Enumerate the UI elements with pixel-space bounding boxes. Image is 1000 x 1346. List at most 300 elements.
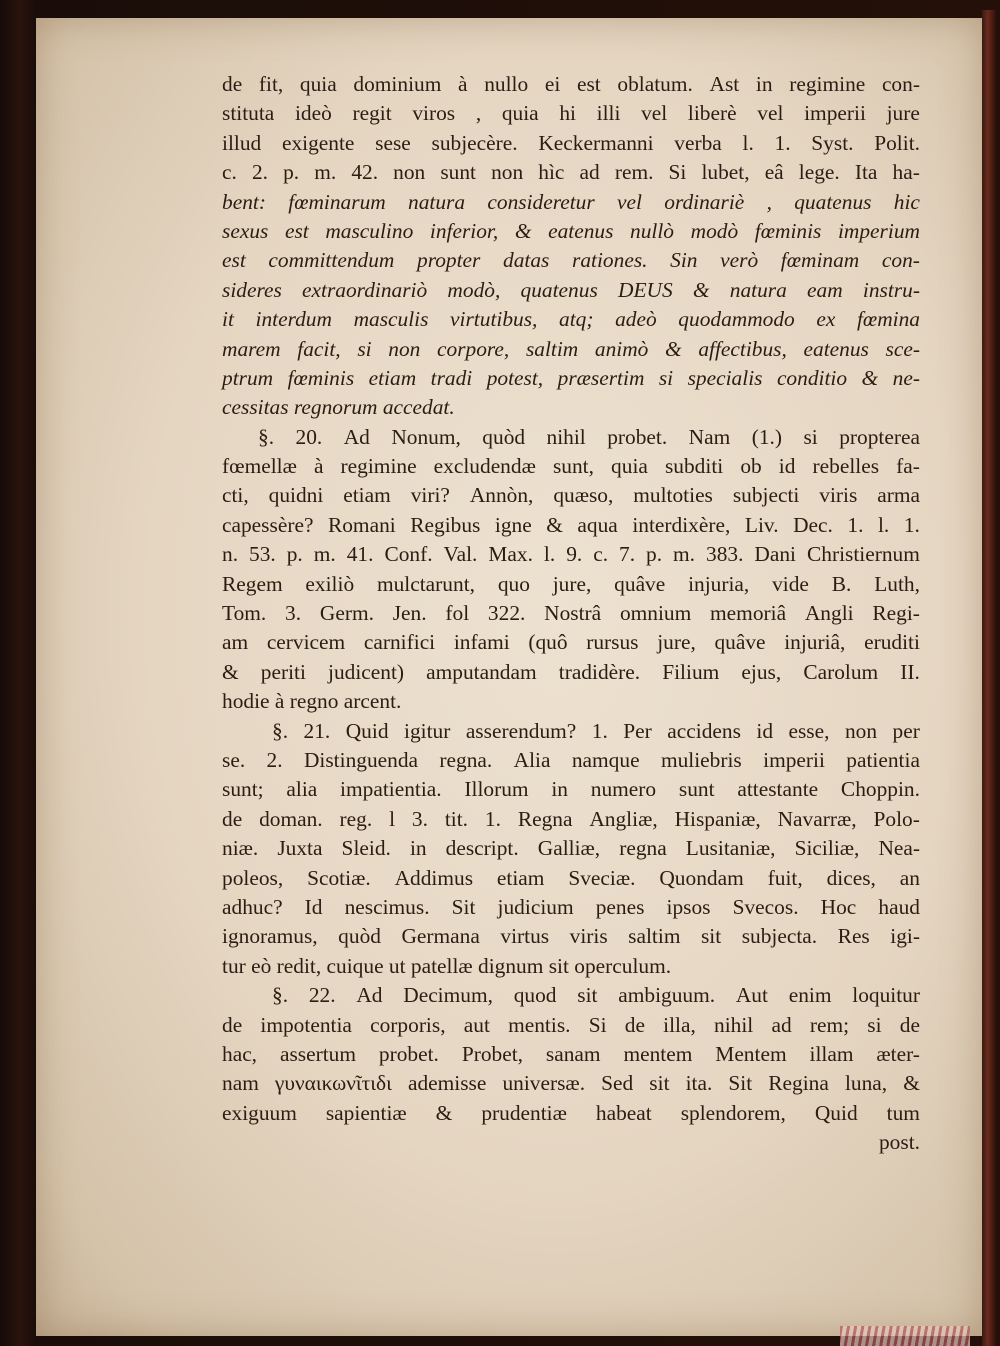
text-word: igitur bbox=[404, 718, 451, 743]
text-word: vel bbox=[617, 189, 642, 214]
text-word: ptrum bbox=[222, 365, 274, 390]
text-line bbox=[222, 599, 920, 628]
text-word: hic bbox=[893, 189, 920, 214]
text-word: etiam bbox=[496, 865, 545, 890]
text-line bbox=[222, 922, 920, 951]
text-word: atq; bbox=[559, 307, 594, 332]
text-word: it bbox=[222, 307, 234, 332]
text-word: ordinariè bbox=[664, 189, 745, 214]
text-word: oblatum. bbox=[617, 72, 693, 96]
text-word: illi bbox=[596, 101, 621, 126]
text-word: non bbox=[491, 160, 524, 185]
text-word: 3. bbox=[285, 601, 302, 626]
text-word: subjecti bbox=[732, 483, 800, 508]
text-word: 1. bbox=[847, 512, 864, 537]
text-word: facit, bbox=[297, 336, 341, 361]
text-word: Per bbox=[623, 718, 652, 743]
text-word: quidni bbox=[268, 483, 324, 508]
text-word: Syst. bbox=[811, 130, 854, 155]
text-word: rationes. bbox=[572, 248, 648, 273]
text-line bbox=[222, 952, 920, 981]
text-line bbox=[222, 540, 920, 569]
text-word: accidens bbox=[667, 718, 741, 743]
text-word: probet. bbox=[607, 424, 668, 449]
text-word: de bbox=[899, 1012, 920, 1037]
text-word: imperium bbox=[837, 218, 920, 243]
text-word: loquitur bbox=[852, 983, 920, 1008]
text-word: penes bbox=[595, 894, 645, 919]
text-word: amputandam bbox=[426, 659, 537, 684]
text-word: omnium bbox=[619, 601, 692, 626]
text-line bbox=[222, 893, 920, 922]
text-line bbox=[222, 1011, 920, 1040]
text-word: cti, bbox=[222, 483, 249, 508]
text-word: sanam bbox=[545, 1041, 601, 1066]
text-word: Nostrâ bbox=[544, 601, 602, 626]
text-word: an bbox=[899, 865, 920, 890]
text-word: quæso, bbox=[553, 483, 614, 508]
text-word: dices, bbox=[826, 865, 876, 890]
text-word: cessitas regnorum accedat. bbox=[222, 395, 455, 420]
text-word: fuit, bbox=[767, 865, 803, 890]
text-word: ignoramus, bbox=[222, 924, 318, 949]
text-line bbox=[222, 481, 920, 510]
text-word: si bbox=[357, 336, 372, 361]
text-word: Quondam bbox=[659, 865, 744, 890]
text-word: injuria, bbox=[688, 571, 750, 596]
text-word: subjecère. bbox=[431, 130, 518, 155]
text-word: imperii bbox=[804, 101, 866, 126]
text-word: eatenus bbox=[548, 218, 614, 243]
text-word: de bbox=[222, 72, 243, 96]
text-word: quia bbox=[299, 72, 337, 96]
text-word: haud bbox=[878, 894, 920, 919]
text-word: adhuc? bbox=[222, 894, 283, 919]
text-word: jure, bbox=[552, 571, 592, 596]
text-line bbox=[222, 834, 920, 863]
text-word: à bbox=[458, 72, 468, 96]
text-word: Decimum, bbox=[403, 983, 493, 1008]
text-word: Ast bbox=[709, 72, 740, 96]
text-word: inferior, bbox=[429, 218, 499, 243]
text-word: Angli bbox=[804, 601, 854, 626]
text-line bbox=[222, 1099, 920, 1128]
text-word: Regina bbox=[768, 1071, 829, 1096]
text-word: nullo bbox=[484, 72, 529, 96]
text-word: de bbox=[222, 806, 243, 831]
text-line bbox=[222, 129, 920, 158]
text-word: ambiguum. bbox=[618, 983, 716, 1008]
text-word: con- bbox=[881, 72, 920, 96]
text-word: judicium bbox=[497, 894, 574, 919]
text-word: memoriâ bbox=[710, 601, 787, 626]
text-word: m. bbox=[673, 542, 696, 567]
text-word: quâve bbox=[614, 571, 666, 596]
text-word: Choppin. bbox=[840, 777, 920, 802]
text-word: Id bbox=[304, 894, 323, 919]
text-word: sit bbox=[649, 1071, 670, 1096]
text-word: p. bbox=[286, 542, 303, 567]
text-word: B. bbox=[831, 571, 852, 596]
text-word: consideretur bbox=[487, 189, 595, 214]
text-word: quod bbox=[513, 983, 557, 1008]
text-word: sunt, bbox=[552, 454, 594, 479]
text-word: ipsos bbox=[666, 894, 711, 919]
text-word: enim bbox=[788, 983, 832, 1008]
text-word: sunt bbox=[678, 777, 715, 802]
text-word: probet. bbox=[378, 1041, 439, 1066]
text-word: illa, bbox=[663, 1012, 696, 1037]
text-word: Lusitaniæ, bbox=[685, 836, 776, 861]
text-word: Alia bbox=[513, 747, 551, 772]
text-word: Germ. bbox=[319, 601, 374, 626]
text-word: fit, bbox=[258, 72, 284, 96]
stamp-fragment bbox=[840, 1326, 970, 1346]
text-word: Sveciæ. bbox=[568, 865, 636, 890]
text-word: datas bbox=[503, 248, 550, 273]
text-word: tradidère. bbox=[558, 659, 641, 684]
text-word: quatenus bbox=[520, 277, 598, 302]
text-word: 41. bbox=[346, 542, 374, 567]
text-word: specialis bbox=[687, 365, 763, 390]
text-word: præsertim bbox=[557, 365, 645, 390]
text-word: exiliò bbox=[305, 571, 355, 596]
text-word: am bbox=[222, 630, 249, 655]
text-line bbox=[222, 364, 920, 393]
text-word: Angliæ, bbox=[589, 806, 658, 831]
text-word: fœmina bbox=[856, 307, 920, 332]
text-line bbox=[222, 746, 920, 775]
text-line bbox=[222, 70, 920, 99]
text-line bbox=[222, 570, 920, 599]
text-word: luna, bbox=[844, 1071, 888, 1096]
text-word: jure bbox=[886, 101, 920, 126]
text-word: Ad bbox=[343, 424, 370, 449]
text-word: impatientia. bbox=[340, 777, 442, 802]
text-word: §. bbox=[272, 718, 289, 743]
text-word: Dec. bbox=[793, 512, 833, 537]
text-word: Probet, bbox=[461, 1041, 524, 1066]
text-word: Liv. bbox=[744, 512, 779, 537]
text-word: Regna bbox=[517, 806, 573, 831]
text-line bbox=[222, 687, 920, 716]
text-word: vel bbox=[757, 101, 784, 126]
text-word: judicent) bbox=[328, 659, 405, 684]
text-word: eruditi bbox=[864, 630, 920, 655]
text-word: ad bbox=[771, 1012, 792, 1037]
text-word: saltim bbox=[525, 336, 579, 361]
text-line bbox=[222, 805, 920, 834]
text-line bbox=[222, 217, 920, 246]
text-line bbox=[222, 335, 920, 364]
text-word: virtus bbox=[500, 924, 550, 949]
text-word: 53. bbox=[249, 542, 276, 567]
text-word: Quid bbox=[345, 718, 389, 743]
text-word: multoties bbox=[633, 483, 713, 508]
text-line bbox=[222, 393, 920, 422]
text-word: carnifici bbox=[363, 630, 436, 655]
text-line bbox=[222, 864, 920, 893]
text-word: Keckermanni bbox=[538, 130, 654, 155]
text-word: 22. bbox=[308, 983, 336, 1008]
text-word: affectibus, bbox=[698, 336, 787, 361]
text-word: 383. bbox=[706, 542, 744, 567]
text-word: Ad bbox=[356, 983, 383, 1008]
text-word: sapientiæ bbox=[325, 1100, 407, 1125]
text-word: nescimus. bbox=[344, 894, 430, 919]
text-word: natura bbox=[729, 277, 787, 302]
text-line bbox=[222, 981, 920, 1010]
text-word: & bbox=[514, 218, 532, 243]
text-word: sese bbox=[375, 130, 411, 155]
text-word: est bbox=[284, 218, 309, 243]
text-word: viros bbox=[412, 101, 456, 126]
text-word: alia bbox=[286, 777, 318, 802]
text-word: nihil bbox=[546, 424, 586, 449]
text-word: impotentia bbox=[260, 1012, 352, 1037]
text-word: masculis bbox=[353, 307, 429, 332]
text-word: Jen. bbox=[392, 601, 427, 626]
text-word: l bbox=[389, 806, 396, 831]
text-word: 1. bbox=[903, 512, 920, 537]
text-word: tum bbox=[886, 1100, 920, 1125]
text-word: con- bbox=[881, 248, 920, 273]
text-word: viris bbox=[569, 924, 608, 949]
text-word: Res bbox=[837, 924, 870, 949]
text-word: Sit bbox=[451, 894, 476, 919]
text-word: Addimus bbox=[394, 865, 474, 890]
text-word: regimine bbox=[340, 454, 417, 479]
text-word: regna. bbox=[439, 747, 493, 772]
text-word: 322. bbox=[487, 601, 526, 626]
text-word: corporis, bbox=[370, 1012, 446, 1037]
text-word: verba bbox=[674, 130, 722, 155]
text-word: virtutibus, bbox=[450, 307, 538, 332]
text-word: namque bbox=[571, 747, 640, 772]
text-word: Si bbox=[588, 1012, 607, 1037]
text-word: fœminis bbox=[754, 218, 822, 243]
text-line bbox=[222, 511, 920, 540]
text-word: habeat bbox=[595, 1100, 652, 1125]
text-word: masculino bbox=[325, 218, 414, 243]
text-word: descript. bbox=[445, 836, 519, 861]
text-word: Quid bbox=[814, 1100, 858, 1125]
text-word: & bbox=[692, 277, 710, 302]
text-word: jure, bbox=[657, 630, 696, 655]
text-word: Distinguenda bbox=[303, 747, 419, 772]
text-word: instru- bbox=[862, 277, 920, 302]
text-word: fœmellæ bbox=[222, 454, 297, 479]
text-word: Sleid. bbox=[341, 836, 391, 861]
text-word: eatenus bbox=[803, 336, 869, 361]
text-word: §. bbox=[272, 983, 289, 1008]
text-word: subditi bbox=[664, 454, 724, 479]
text-line bbox=[222, 158, 920, 187]
text-word: quodammodo bbox=[678, 307, 795, 332]
text-word: hac, bbox=[222, 1041, 258, 1066]
text-word: sunt bbox=[440, 160, 477, 185]
text-word: γυναικωνῖτιδι bbox=[274, 1071, 392, 1096]
text-word: 2. bbox=[266, 747, 283, 772]
text-word: liberè bbox=[687, 101, 737, 126]
text-word: si bbox=[803, 424, 818, 449]
text-word: conditio bbox=[776, 365, 848, 390]
text-word: regimine bbox=[789, 72, 866, 96]
text-word: arma bbox=[877, 483, 920, 508]
text-word: Annòn, bbox=[469, 483, 534, 508]
text-word: reg. bbox=[339, 806, 373, 831]
text-word: quòd bbox=[482, 424, 526, 449]
text-word: Galliæ, bbox=[537, 836, 601, 861]
text-word: 9. bbox=[566, 542, 583, 567]
text-word: de bbox=[222, 1012, 243, 1037]
text-word: aut bbox=[463, 1012, 490, 1037]
text-word: Regi- bbox=[872, 601, 920, 626]
text-word: fol bbox=[445, 601, 470, 626]
text-word: exiguum bbox=[222, 1100, 297, 1125]
text-word: subjecta. bbox=[741, 924, 818, 949]
text-word: Svecos. bbox=[732, 894, 799, 919]
text-word: tit. bbox=[444, 806, 469, 831]
text-word: tradi bbox=[430, 365, 473, 390]
text-line bbox=[222, 717, 920, 746]
text-word: viris bbox=[819, 483, 858, 508]
text-word: hi bbox=[559, 101, 576, 126]
text-word: Polit. bbox=[874, 130, 920, 155]
text-word: aqua bbox=[577, 512, 618, 537]
text-word: , bbox=[475, 101, 482, 126]
text-word: infami bbox=[453, 630, 510, 655]
text-word: Germana bbox=[401, 924, 480, 949]
text-word: quia bbox=[611, 454, 648, 479]
text-line bbox=[222, 1069, 920, 1098]
text-word: modò bbox=[690, 218, 739, 243]
text-word: Nam bbox=[688, 424, 731, 449]
text-line bbox=[222, 452, 920, 481]
text-word: etiam bbox=[368, 365, 417, 390]
text-word: Hispaniæ, bbox=[674, 806, 761, 831]
text-word: , bbox=[766, 189, 772, 214]
text-word: Regem bbox=[222, 571, 283, 596]
text-word: si bbox=[658, 365, 674, 390]
text-word: Juxta bbox=[277, 836, 323, 861]
text-word: quòd bbox=[338, 924, 381, 949]
text-word: attestante bbox=[737, 777, 819, 802]
text-word: c. bbox=[593, 542, 609, 567]
text-word: 1. bbox=[484, 806, 501, 831]
text-word: etiam bbox=[343, 483, 391, 508]
text-word: 42. bbox=[351, 160, 379, 185]
text-word: sexus bbox=[222, 218, 269, 243]
text-word: Luth, bbox=[874, 571, 920, 596]
text-word: in bbox=[409, 836, 427, 861]
text-word: est bbox=[576, 72, 601, 96]
text-word: Siciliæ, bbox=[794, 836, 860, 861]
text-word: ita. bbox=[685, 1071, 713, 1096]
text-word: Max. bbox=[488, 542, 533, 567]
text-line bbox=[222, 1040, 920, 1069]
text-word: stituta bbox=[222, 101, 275, 126]
text-word: lege. bbox=[798, 160, 840, 185]
text-line bbox=[222, 1128, 920, 1157]
text-word: Christiernum bbox=[806, 542, 920, 567]
text-word: tur eò redit, cuique ut patellæ dignum sit operculum. bbox=[222, 953, 672, 978]
text-word: & bbox=[861, 365, 879, 390]
text-word: injuriâ, bbox=[784, 630, 846, 655]
text-word: nam bbox=[222, 1071, 259, 1096]
text-word: rem; bbox=[809, 1012, 850, 1037]
text-word: se. bbox=[222, 747, 246, 772]
text-word: mentis. bbox=[508, 1012, 571, 1037]
text-word: hodie à regno arcent. bbox=[222, 689, 402, 714]
text-word: 1. bbox=[591, 718, 608, 743]
text-word: quâve bbox=[714, 630, 766, 655]
text-word: de bbox=[624, 1012, 645, 1037]
text-word: mentem bbox=[623, 1041, 693, 1066]
text-word: non bbox=[388, 336, 421, 361]
text-word: excludendæ bbox=[433, 454, 536, 479]
text-word: l. bbox=[543, 542, 556, 567]
text-word: exigente bbox=[281, 130, 355, 155]
text-word: Si bbox=[668, 160, 687, 185]
text-word: §. bbox=[258, 424, 275, 449]
text-word: Scotiæ. bbox=[307, 865, 371, 890]
text-word: igne bbox=[494, 512, 532, 537]
text-word: niæ. bbox=[222, 836, 259, 861]
text-word: Val. bbox=[443, 542, 478, 567]
text-word: imperii bbox=[763, 747, 825, 772]
text-word: prudentiæ bbox=[481, 1100, 567, 1125]
text-word: vel bbox=[641, 101, 668, 126]
text-word: m. bbox=[313, 542, 336, 567]
text-word: Filium bbox=[662, 659, 720, 684]
text-word: extraordinariò bbox=[302, 277, 428, 302]
text-word: est bbox=[222, 248, 246, 273]
text-word: natura bbox=[408, 189, 466, 214]
page-edge bbox=[982, 10, 996, 1346]
text-word: Tom. bbox=[222, 601, 267, 626]
text-line bbox=[222, 628, 920, 657]
text-word: rursus bbox=[586, 630, 639, 655]
text-line bbox=[222, 246, 920, 275]
text-word: Dani bbox=[754, 542, 797, 567]
body-text bbox=[222, 70, 920, 1157]
text-word: marem bbox=[222, 336, 281, 361]
text-word: interdixère, bbox=[632, 512, 731, 537]
text-word: & bbox=[435, 1100, 453, 1125]
text-word: post. bbox=[878, 1130, 920, 1155]
text-word: numero bbox=[590, 777, 657, 802]
text-word: hìc bbox=[538, 160, 565, 185]
text-word: animò bbox=[594, 336, 649, 361]
text-word: Hoc bbox=[820, 894, 857, 919]
text-word: vide bbox=[772, 571, 809, 596]
text-word: quatenus bbox=[794, 189, 872, 214]
text-word: c. bbox=[222, 160, 237, 185]
text-word: Sed bbox=[601, 1071, 634, 1096]
text-line bbox=[222, 305, 920, 334]
text-line bbox=[222, 276, 920, 305]
text-word: 1. bbox=[774, 130, 791, 155]
text-word: æter- bbox=[876, 1041, 920, 1066]
text-word: ad bbox=[579, 160, 600, 185]
text-word: si bbox=[867, 1012, 882, 1037]
text-word: id bbox=[778, 454, 796, 479]
text-word: bent: bbox=[222, 189, 266, 214]
text-word: n. bbox=[222, 542, 239, 567]
text-word: Romani bbox=[327, 512, 396, 537]
text-word: id bbox=[756, 718, 774, 743]
